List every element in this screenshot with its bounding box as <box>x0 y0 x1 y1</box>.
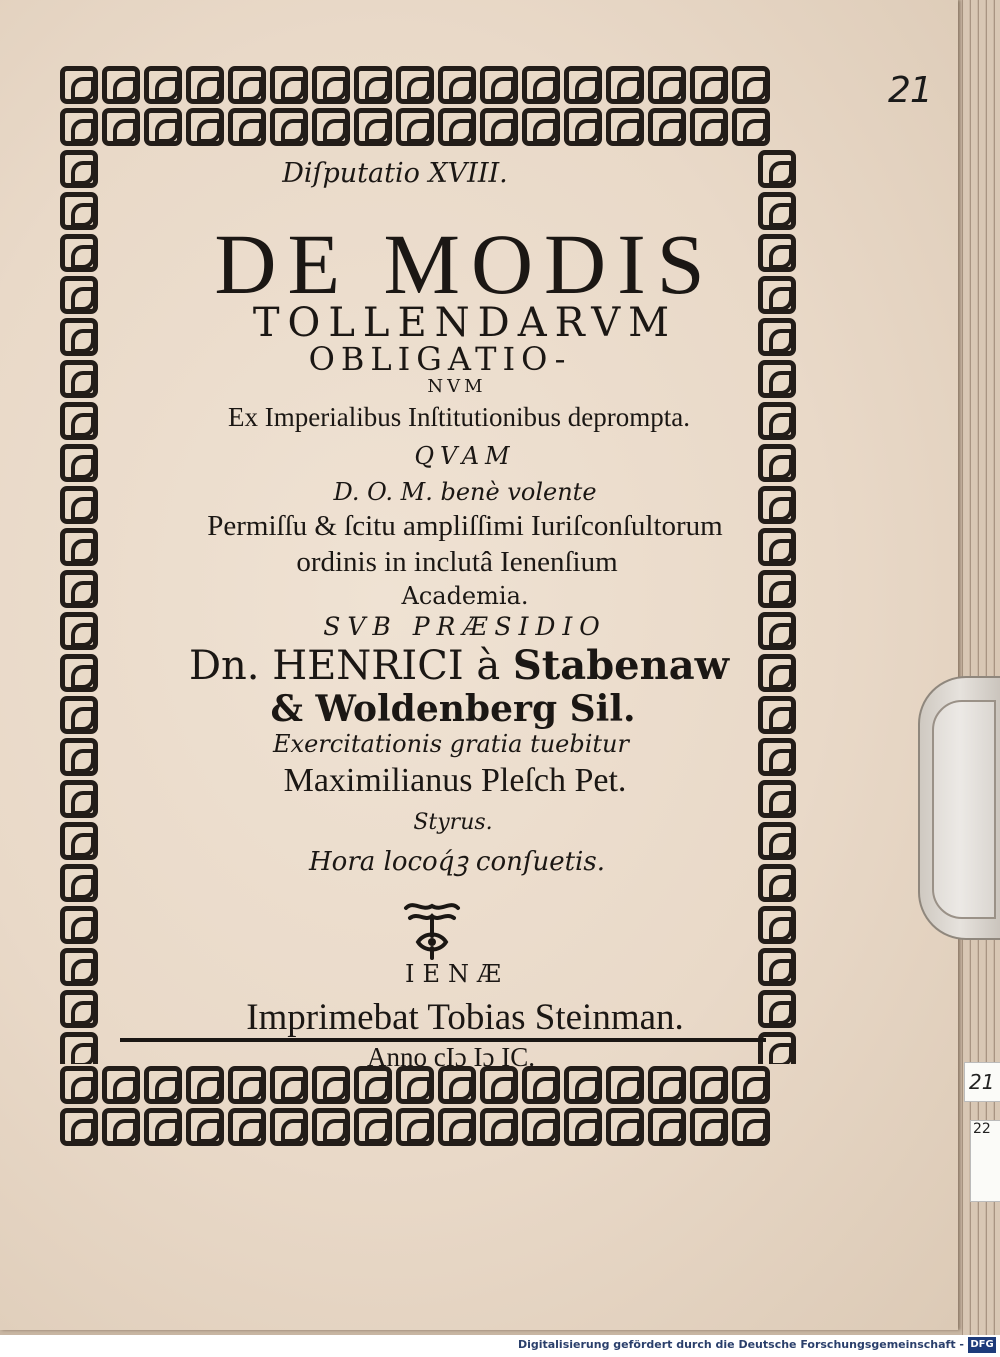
dedication-line: D. O. M. benè volente <box>333 478 597 506</box>
border-ornament-icon <box>690 66 728 104</box>
dfg-logo: DFG <box>968 1337 996 1353</box>
footer-bar <box>0 1335 1000 1357</box>
title-line-3: OBLIGATIO- <box>308 340 572 378</box>
border-ornament-icon <box>144 1108 182 1146</box>
border-ornament-icon <box>270 1108 308 1146</box>
border-ornament-icon <box>60 906 98 944</box>
time-place-line: Hora locoq́ꝫ conſuetis. <box>309 847 605 877</box>
border-ornament-icon <box>270 66 308 104</box>
year-line: Anno cIɔ Iɔ IC. <box>367 1042 535 1072</box>
border-ornament-icon <box>312 66 350 104</box>
border-ornament-icon <box>396 108 434 146</box>
border-ornament-icon <box>102 108 140 146</box>
ornamental-border-top <box>58 64 798 148</box>
border-ornament-icon <box>438 108 476 146</box>
border-ornament-icon <box>732 66 770 104</box>
border-ornament-icon <box>354 108 392 146</box>
border-ornament-icon <box>228 66 266 104</box>
page-number: 21 <box>888 70 932 111</box>
border-ornament-icon <box>480 108 518 146</box>
praeses-name-gothic: Stabenaw <box>512 642 730 689</box>
academia-line: Academia. <box>401 582 529 610</box>
border-ornament-icon <box>648 108 686 146</box>
sub-praesidio-line: SVB PRÆSIDIO <box>323 612 607 641</box>
border-ornament-icon <box>648 1108 686 1146</box>
border-ornament-icon <box>438 66 476 104</box>
main-title: DE MODIS <box>214 216 716 312</box>
border-ornament-icon <box>312 108 350 146</box>
border-ornament-icon <box>228 108 266 146</box>
border-ornament-icon <box>564 66 602 104</box>
border-ornament-icon <box>690 1108 728 1146</box>
border-ornament-icon <box>312 1108 350 1146</box>
binding-clip-window <box>932 700 996 919</box>
exercitationis-line: Exercitationis gratia tuebitur <box>273 730 629 758</box>
praeses-origin: & Woldenberg Sil. <box>270 688 636 730</box>
source-line: Ex Imperialibus Inſtitutionibus deprompta. <box>228 402 690 432</box>
border-ornament-icon <box>438 1108 476 1146</box>
border-ornament-icon <box>354 1108 392 1146</box>
border-ornament-icon <box>758 906 796 944</box>
border-ornament-icon <box>186 108 224 146</box>
praeses-name: Dn. HENRICI à <box>188 643 501 689</box>
border-ornament-icon <box>60 1108 98 1146</box>
border-ornament-icon <box>606 66 644 104</box>
printer-line: Imprimebat Tobias Steinman. <box>246 997 684 1038</box>
border-ornament-icon <box>690 108 728 146</box>
border-ornament-icon <box>648 66 686 104</box>
border-ornament-icon <box>606 1108 644 1146</box>
disputatio-number: Diſputatio XVIII. <box>282 158 508 189</box>
funding-credit: Digitalisierung gefördert durch die Deutsche Forschungsgemeinschaft - <box>517 1338 964 1351</box>
border-ornament-icon <box>480 1108 518 1146</box>
border-ornament-icon <box>102 66 140 104</box>
page-leaf <box>962 0 969 1335</box>
respondent-name: Maximilianus Pleſch Pet. <box>283 762 627 799</box>
respondent-origin: Styrus. <box>413 810 493 835</box>
border-ornament-icon <box>396 66 434 104</box>
border-ornament-icon <box>60 108 98 146</box>
ornamental-border-bottom <box>58 1064 798 1148</box>
border-ornament-icon <box>522 1108 560 1146</box>
border-ornament-icon <box>732 108 770 146</box>
border-ornament-icon <box>228 1108 266 1146</box>
border-ornament-icon <box>396 1108 434 1146</box>
border-ornament-icon <box>144 108 182 146</box>
quam-line: QVAM <box>414 442 516 470</box>
border-ornament-icon <box>564 108 602 146</box>
border-ornament-icon <box>480 66 518 104</box>
edge-label-21: 21 <box>964 1062 1000 1102</box>
border-ornament-icon <box>606 108 644 146</box>
border-ornament-icon <box>270 108 308 146</box>
permission-line-2: ordinis in inclutâ Ienenſium <box>296 546 618 578</box>
border-ornament-icon <box>60 66 98 104</box>
fleuron-ornament-icon <box>400 898 464 962</box>
printing-place: IENÆ <box>404 960 510 988</box>
permission-line-1: Permiſſu & ſcitu ampliſſimi Iuriſconſultorum <box>207 510 723 542</box>
praeses-name-line <box>0 642 924 689</box>
border-ornament-icon <box>564 1108 602 1146</box>
border-ornament-icon <box>102 1108 140 1146</box>
title-line-2: TOLLENDARVM <box>252 300 678 346</box>
border-ornament-icon <box>144 66 182 104</box>
edge-label-22: 22 <box>970 1120 1000 1202</box>
border-ornament-icon <box>522 108 560 146</box>
border-ornament-icon <box>186 1108 224 1146</box>
title-line-4: NVM <box>427 376 487 397</box>
border-ornament-icon <box>186 66 224 104</box>
border-ornament-icon <box>732 1108 770 1146</box>
border-ornament-icon <box>522 66 560 104</box>
border-ornament-icon <box>354 66 392 104</box>
